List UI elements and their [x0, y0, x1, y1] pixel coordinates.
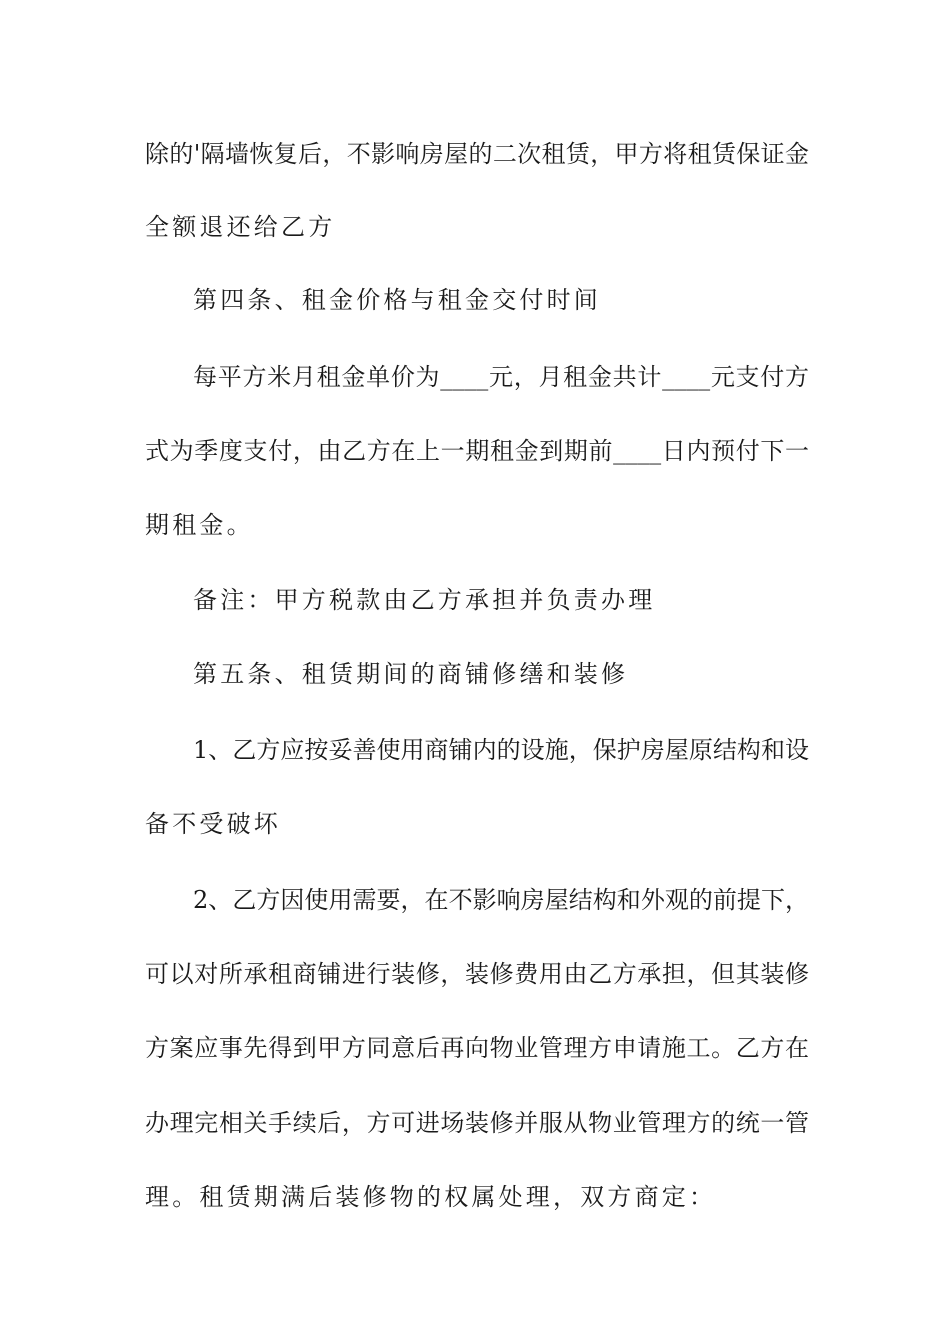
paragraph-line: 办理完相关手续后，方可进场装修并服从物业管理方的统一管 — [145, 1109, 809, 1137]
paragraph-line: 每平方米月租金单价为____元，月租金共计____元支付方 — [193, 363, 809, 391]
note-line: 备注：甲方税款由乙方承担并负责办理 — [193, 586, 656, 614]
paragraph-line: 2、乙方因使用需要，在不影响房屋结构和外观的前提下， — [193, 886, 809, 914]
paragraph-line: 式为季度支付，由乙方在上一期租金到期前____日内预付下一 — [145, 437, 809, 465]
paragraph-line: 除的'隔墙恢复后，不影响房屋的二次租赁，甲方将租赁保证金 — [145, 140, 809, 168]
paragraph-line: 期租金。 — [145, 511, 254, 539]
paragraph-line: 可以对所承租商铺进行装修，装修费用由乙方承担，但其装修 — [145, 960, 809, 988]
paragraph-line: 全额退还给乙方 — [145, 213, 336, 241]
paragraph-line: 方案应事先得到甲方同意后再向物业管理方申请施工。乙方在 — [145, 1034, 809, 1062]
paragraph-line: 1、乙方应按妥善使用商铺内的设施，保护房屋原结构和设 — [193, 736, 809, 764]
paragraph-line: 理。租赁期满后装修物的权属处理，双方商定： — [145, 1183, 717, 1211]
paragraph-line: 备不受破坏 — [145, 810, 281, 838]
section-heading: 第五条、租赁期间的商铺修缮和装修 — [193, 660, 629, 688]
section-heading: 第四条、租金价格与租金交付时间 — [193, 286, 601, 314]
